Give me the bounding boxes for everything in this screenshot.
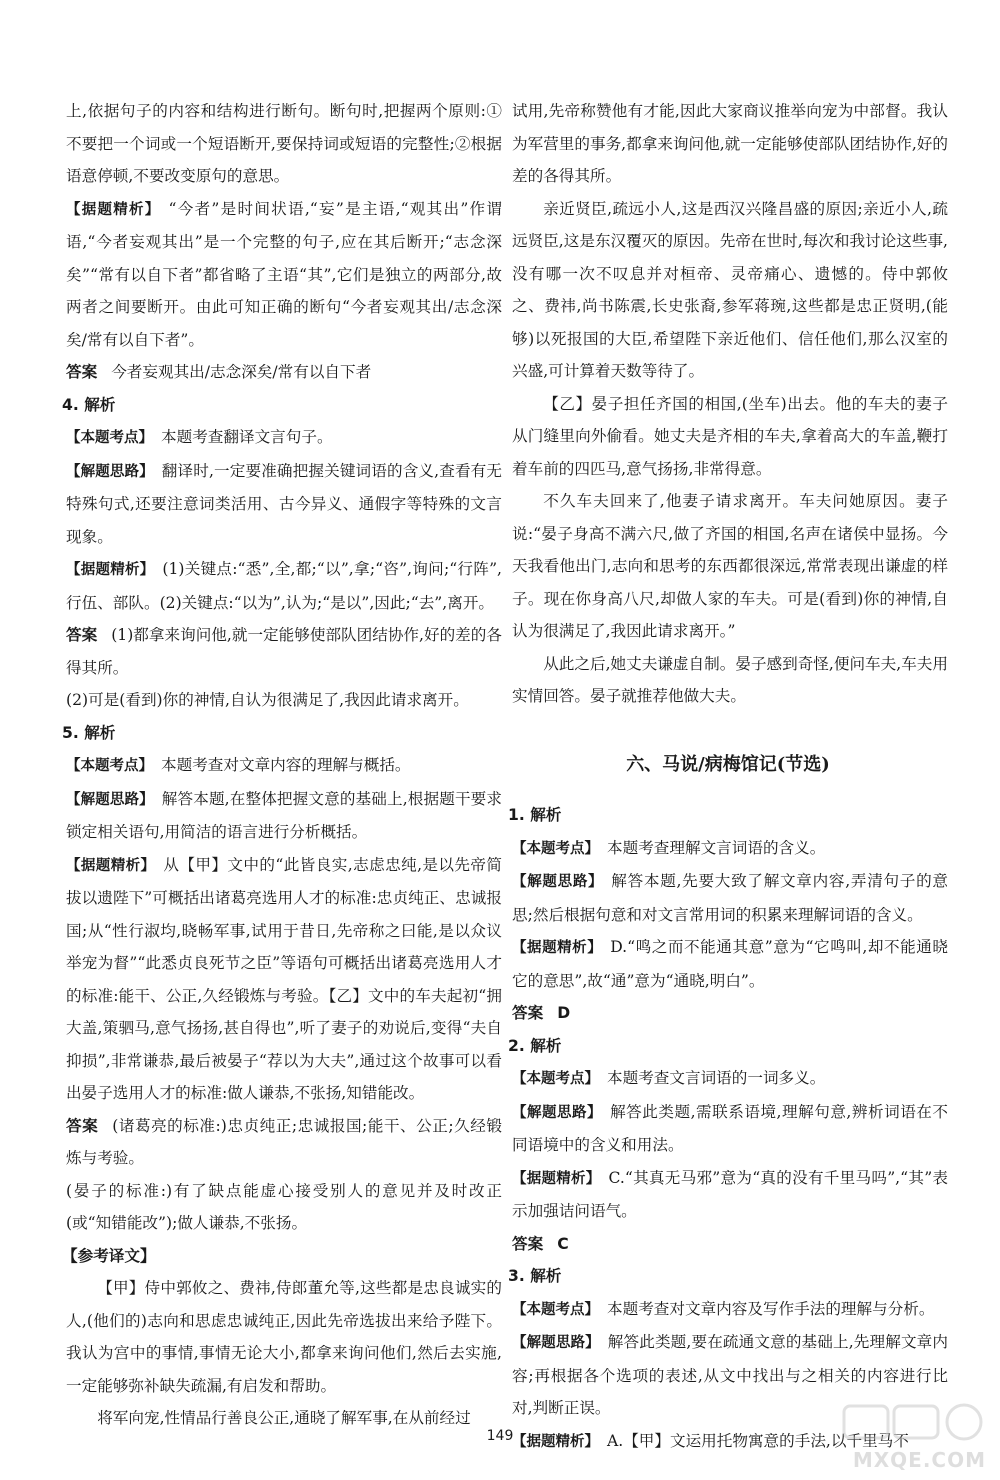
answer-paragraph bbox=[62, 1110, 502, 1175]
right-column bbox=[508, 95, 948, 1458]
tag-label: 【据题精析】 bbox=[512, 1433, 599, 1450]
tag-label: 【据题精析】 bbox=[512, 1170, 601, 1187]
silu-paragraph bbox=[508, 865, 948, 931]
analysis-text: (1)关键点:“悉”,全,都;“以”,拿;“咨”,询问;“行阵”,行伍、部队。(2)关键点:“以为”,认为;“是以”,因此;“去”,离开。 bbox=[66, 560, 502, 612]
answer-text: (1)都拿来询问他,就一定能够使部队团结协作,好的差的各得其所。 bbox=[66, 626, 502, 677]
answer-label: 答案 bbox=[512, 1234, 544, 1253]
tag-label: 【据题精析】 bbox=[66, 857, 156, 874]
silu-text: 解答本题,在整体把握文意的基础上,根据题干要求锁定相关语句,用简洁的语言进行分析概括。 bbox=[66, 789, 502, 841]
answer-paragraph bbox=[62, 356, 502, 389]
analysis-text: C.“其真无马邪”意为“真的没有千里马吗”,“其”表示加强诘问语气。 bbox=[512, 1168, 949, 1220]
kaodian-text: 本题考查翻译文言句子。 bbox=[161, 428, 333, 446]
tag-label: 【本题考点】 bbox=[66, 430, 153, 446]
section-title: 六、马说/病梅馆记(节选) bbox=[626, 753, 830, 775]
answer-paragraph: (2)可是(看到)你的神情,自认为很满足了,我因此请求离开。 bbox=[66, 691, 469, 709]
tag-label: 【解题思路】 bbox=[512, 874, 604, 890]
analysis-paragraph bbox=[62, 553, 502, 619]
silu-paragraph bbox=[62, 783, 502, 849]
translation-paragraph: 从此之后,她丈夫谦虚自制。晏子感到奇怪,便问车夫,车夫用实情回答。晏子就推荐他做大夫。 bbox=[512, 654, 948, 705]
analysis-paragraph bbox=[508, 931, 948, 997]
silu-paragraph bbox=[62, 455, 502, 554]
answer-paragraph bbox=[62, 619, 502, 684]
kaodian-text: 本题考查文言词语的一词多义。 bbox=[607, 1069, 826, 1087]
watermark-url: MXQE.COM bbox=[852, 1448, 986, 1472]
translation-paragraph: 【乙】晏子担任齐国的相国,(坐车)出去。他的车夫的妻子从门缝里向外偷看。她丈夫是齐相的车夫,拿着高大的车盖,鞭打着车前的四匹马,意气扬扬,非常得意。 bbox=[512, 394, 948, 478]
kaodian-paragraph bbox=[508, 832, 948, 866]
analysis-text: 从【甲】文中的“此皆良实,志虑忠纯,是以先帝简拔以遗陛下”可概括出诸葛亮选用人才的标准:忠贞纯正、忠诚报国;从“性行淑均,晓畅军事,试用于昔日,先帝称之曰能,是以众议举宠为督”“此悉贞良死节之臣”等语句可概括出诸葛亮选用人才的标准:能干、公正,久经锻炼与考验。【乙】文中的车夫起初“拥大盖,策驷马,意气扬扬,甚自得也”,听了妻子的劝说后,变得“夫自抑损”,非常谦恭,最后被晏子“荐以为大夫”,通过这个故事可以看出晏子选用人才的标准:做人谦恭,不张扬,知错能改。 bbox=[66, 855, 503, 1102]
question-heading: 1. 解析 bbox=[508, 806, 562, 824]
question-heading: 5. 解析 bbox=[62, 723, 116, 742]
silu-text: 解答此类题,要在疏通文意的基础上,先理解文章内容;再根据各个选项的表述,从文中找出与之相关的内容进行比对,判断正误。 bbox=[512, 1333, 948, 1417]
kaodian-text: 本题考查对文章内容的理解与概括。 bbox=[161, 756, 411, 774]
tag-label: 【本题考点】 bbox=[512, 1071, 599, 1087]
kaodian-paragraph bbox=[62, 749, 502, 783]
page-number: 149 bbox=[486, 1428, 514, 1444]
translation-paragraph: 不久车夫回来了,他妻子请求离开。车夫问她原因。妻子说:“晏子身高不满六尺,做了齐国的相国,名声在诸侯中显扬。今天我看他出门,志向和思考的东西都很深远,常常表现出谦虚的样子。现在你身高八尺,却做人家的车夫。可是(看到)你的神情,自认为很满足了,我因此请求离开。” bbox=[512, 492, 948, 640]
answer-text: 今者妄观其出/志念深矣/常有以自下者 bbox=[111, 363, 372, 381]
analysis-paragraph bbox=[62, 193, 502, 357]
tag-label: 【解题思路】 bbox=[512, 1104, 603, 1121]
answer-paragraph bbox=[508, 1228, 948, 1261]
tag-label: 【解题思路】 bbox=[512, 1335, 600, 1351]
answer-label: 答案 bbox=[66, 626, 98, 644]
silu-text: 翻译时,一定要准确把握关键词语的含义,查看有无特殊句式,还要注意词类活用、古今异义、通假字等特殊的文言现象。 bbox=[66, 461, 502, 546]
tag-label: 【解题思路】 bbox=[66, 791, 154, 808]
watermark-logo bbox=[842, 1402, 992, 1472]
analysis-text: A.【甲】文运用托物寓意的手法,以千里马不 bbox=[607, 1431, 909, 1450]
answer-text: D bbox=[557, 1004, 571, 1022]
tag-label: 【据题精析】 bbox=[66, 201, 161, 218]
tag-label: 【本题考点】 bbox=[512, 840, 599, 857]
silu-text: 解答本题,先要大致了解文章内容,弄清句子的意思;然后根据句意和对文言常用词的积累来理解词语的含义。 bbox=[512, 872, 949, 924]
analysis-text: D.“鸣之而不能通其意”意为“它鸣叫,却不能通晓它的意思”,故“通”意为“通晓,明白”。 bbox=[512, 938, 949, 990]
analysis-paragraph bbox=[508, 1162, 948, 1228]
answer-text: C bbox=[557, 1234, 569, 1253]
tag-label: 【本题考点】 bbox=[512, 1301, 599, 1318]
reference-translation-heading: 【参考译文】 bbox=[62, 1246, 156, 1265]
translation-paragraph: 将军向宠,性情品行善良公正,通晓了解军事,在从前经过 bbox=[97, 1409, 471, 1427]
answer-label: 答案 bbox=[512, 1004, 544, 1022]
analysis-paragraph bbox=[62, 849, 502, 1110]
tag-label: 【据题精析】 bbox=[512, 940, 603, 956]
answer-paragraph bbox=[508, 997, 948, 1030]
question-heading: 3. 解析 bbox=[508, 1267, 562, 1285]
answer-paragraph: (晏子的标准:)有了缺点能虚心接受别人的意见并及时改正(或“知错能改”);做人谦恭,不张扬。 bbox=[66, 1181, 502, 1232]
analysis-text: “今者”是时间状语,“妄”是主语,“观其出”作谓语,“今者妄观其出”是一个完整的句子,应在其后断开;“志念深矣”“常有以自下者”都省略了主语“其”,它们是独立的两部分,故两者之间要断开。由此可知正确的断句“今者妄观其出/志念深矣/常有以自下者”。 bbox=[66, 199, 502, 349]
watermark-logo-icon bbox=[842, 1402, 992, 1442]
question-heading: 4. 解析 bbox=[62, 395, 116, 414]
kaodian-text: 本题考查对文章内容及写作手法的理解与分析。 bbox=[607, 1299, 935, 1318]
kaodian-paragraph bbox=[62, 421, 502, 455]
translation-paragraph: 【甲】侍中郭攸之、费祎,侍郎董允等,这些都是忠良诚实的人,(他们的)志向和思虑忠诚纯正,因此先帝选拔出来给予陛下。我认为宫中的事情,事情无论大小,都拿来询问他们,然后去实施,一定能够弥补缺失疏漏,有启发和帮助。 bbox=[66, 1279, 502, 1395]
tag-label: 【本题考点】 bbox=[66, 758, 153, 774]
answer-label: 答案 bbox=[66, 1116, 99, 1135]
translation-paragraph: 亲近贤臣,疏远小人,这是西汉兴隆昌盛的原因;亲近小人,疏远贤臣,这是东汉覆灭的原因。先帝在世时,每次和我讨论这些事,没有哪一次不叹息并对桓帝、灵帝痛心、遗憾的。侍中郭攸之、费祎,尚书陈震,长史张裔,参军蒋琬,这些都是忠正贤明,(能够)以死报国的大臣,希望陛下亲近他们、信任他们,那么汉室的兴盛,可计算着天数等待了。 bbox=[512, 199, 948, 380]
silu-text: 解答此类题,需联系语境,理解句意,辨析词语在不同语境中的含义和用法。 bbox=[512, 1102, 949, 1154]
paragraph: 上,依据句子的内容和结构进行断句。断句时,把握两个原则:①不要把一个词或一个短语断开,要保持词或短语的完整性;②根据语意停顿,不要改变原句的意思。 bbox=[66, 102, 502, 185]
kaodian-paragraph bbox=[508, 1062, 948, 1096]
tag-label: 【解题思路】 bbox=[66, 463, 154, 480]
silu-paragraph bbox=[508, 1096, 948, 1162]
kaodian-text: 本题考查理解文言词语的含义。 bbox=[607, 838, 826, 857]
answer-text: (诸葛亮的标准:)忠贞纯正;忠诚报国;能干、公正;久经锻炼与考验。 bbox=[66, 1116, 502, 1167]
tag-label: 【据题精析】 bbox=[66, 562, 155, 578]
left-column bbox=[62, 95, 502, 1435]
kaodian-paragraph bbox=[508, 1293, 948, 1327]
translation-paragraph: 试用,先帝称赞他有才能,因此大家商议推举向宠为中部督。我认为军营里的事务,都拿来询问他,就一定能够使部队团结协作,好的差的各得其所。 bbox=[512, 102, 948, 185]
question-heading: 2. 解析 bbox=[508, 1036, 562, 1055]
answer-label: 答案 bbox=[66, 363, 98, 381]
